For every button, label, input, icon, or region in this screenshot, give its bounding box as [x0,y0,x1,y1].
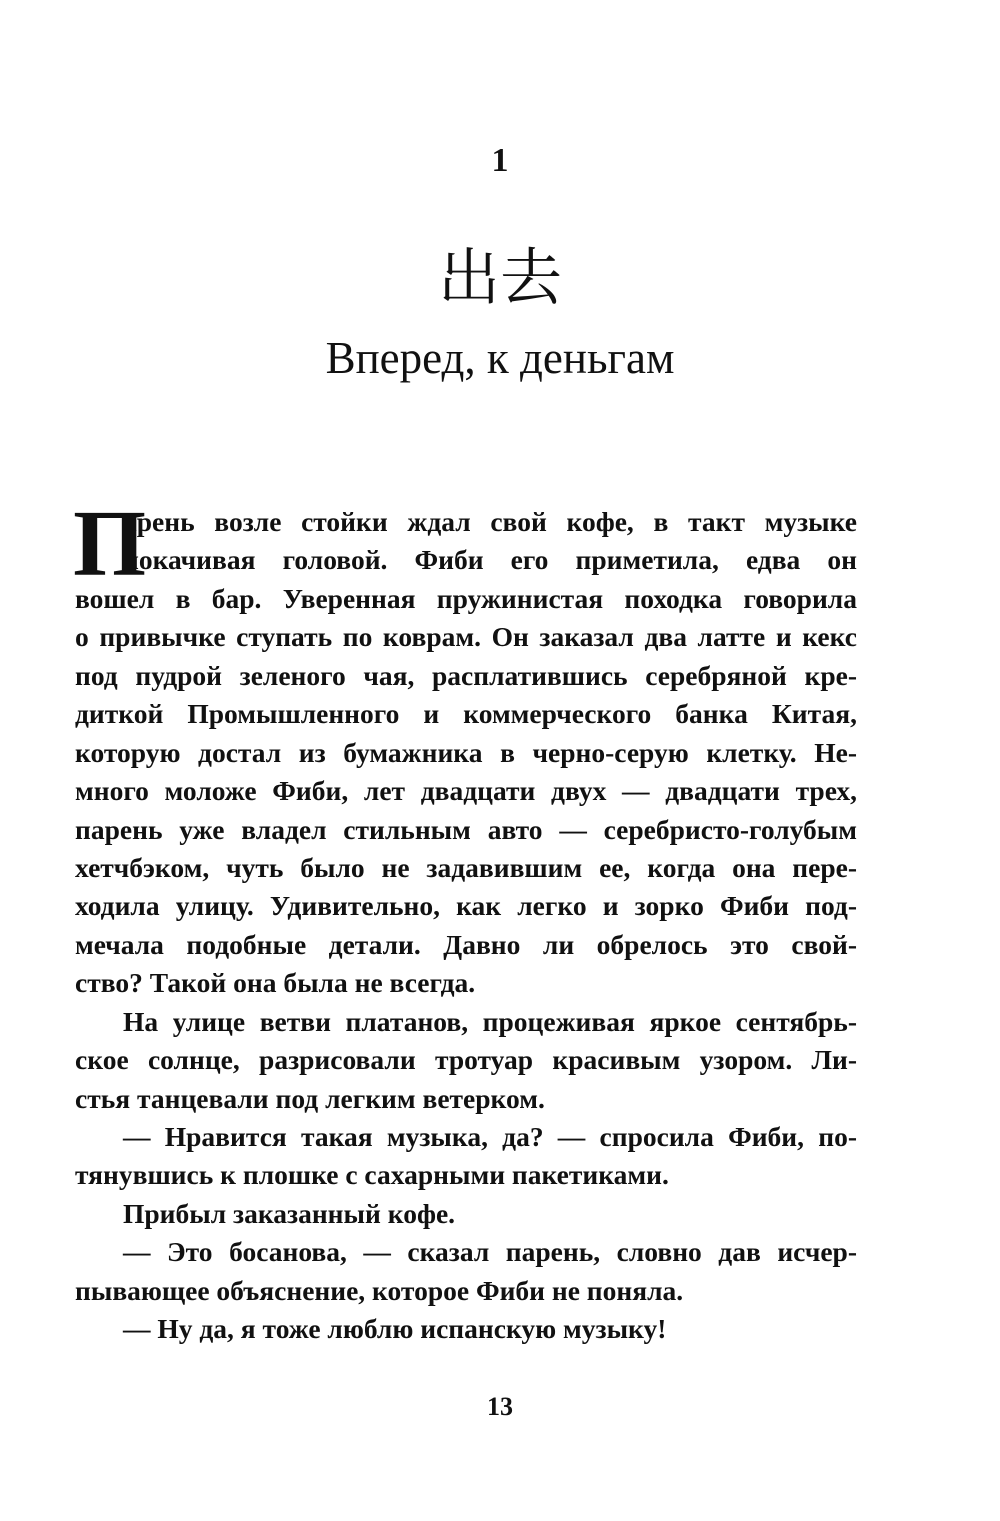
text-line: тянувшись к плошке с сахарными пакетиками. [75,1159,669,1191]
text-line: На улице ветви платанов, процеживая яркое сентябрь- [123,1005,857,1037]
text-line: о привычке ступать по коврам. Он заказал два латте и кекс [75,621,857,653]
text-line: под пудрой зеленого чая, расплатившись серебряной кре- [75,659,857,691]
text-line: ское солнце, разрисовали тротуар красивым узором. Ли- [75,1044,857,1076]
paragraph [75,1233,857,1310]
text-line: — Нравится такая музыка, да? — спросила Фиби, по- [123,1121,857,1152]
text-line: ходила улицу. Удивительно, как легко и зорко Фиби под- [75,890,857,922]
text-line: — Это босанова, — сказал парень, словно дав исчер- [123,1236,857,1268]
text-line: диткой Промышленного и коммерческого банка Китая, [75,698,857,730]
text-line: стья танцевали под легким ветерком. [75,1082,545,1114]
text-line: ство? Такой она была не всегда. [75,967,476,999]
text-line: — Ну да, я тоже люблю испанскую музыку! [123,1313,667,1345]
text-line: много моложе Фиби, лет двадцати двух — двадцати трех, [75,775,857,807]
paragraph [75,1003,857,1118]
chapter-number: 1 [491,142,509,179]
paragraph [73,492,857,1003]
text-line: пывающее объяснение, которое Фиби не поняла. [75,1274,684,1306]
text-line: которую достал из бумажника в черно-серую клетку. Не- [75,736,857,768]
drop-cap: П [73,492,147,596]
paragraph [75,1118,857,1195]
chapter-chinese-title: 出去 [437,241,562,314]
paragraph [75,1195,857,1233]
text-line: покачивая головой. Фиби его приметила, едва он [123,544,857,576]
page-number: 13 [487,1392,513,1421]
text-line: арень возле стойки ждал свой кофе, в такт музыке [123,506,857,537]
paragraph [75,1310,857,1348]
text-line: Прибыл заказанный кофе. [123,1197,456,1229]
chapter-title: Вперед, к деньгам [325,333,675,383]
text-line: хетчбэком, чуть было не задавившим ее, когда она пере- [75,851,857,883]
text-line: мечала подобные детали. Давно ли обрелось это свой- [75,928,857,960]
body-text [73,492,857,1349]
text-line: парень уже владел стильным авто — серебристо-голубым [75,813,857,845]
text-line: вошел в бар. Уверенная пружинистая походка говорила [75,582,857,614]
